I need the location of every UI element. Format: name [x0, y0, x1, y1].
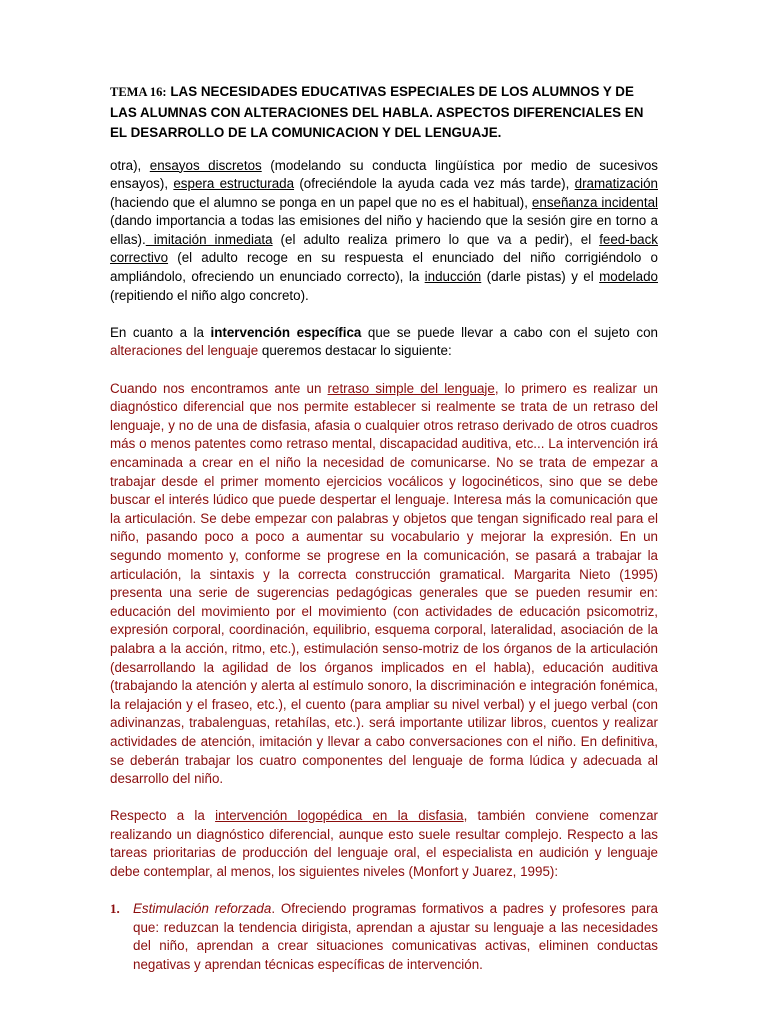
- term-retraso-simple: retraso simple del lenguaje: [327, 380, 495, 396]
- text-run: (repitiendo el niño algo concreto).: [110, 287, 309, 303]
- term-modelado: modelado: [599, 269, 658, 285]
- text-run: (dando importancia a todas las emisiones del niño y haciendo que la sesión gire en torno a ellas).: [110, 213, 658, 247]
- term-intervencion-disfasia: intervención logopédica en la disfasia: [215, 808, 464, 824]
- list-item: [110, 900, 658, 974]
- term-ensayos-discretos: ensayos discretos: [149, 157, 262, 173]
- text-run: que se puede llevar a cabo con el sujeto con: [361, 324, 658, 340]
- term-dramatizacion: dramatización: [574, 176, 658, 192]
- paragraph-retraso-simple: [110, 380, 658, 789]
- paragraph-disfasia: [110, 807, 658, 881]
- text-run: , lo primero es realizar un diagnóstico diferencial que nos permite establecer si realmente se trata de un retraso del lenguaje, y no de una de disfasia, afasia o cualquier otros retraso derivado de otros cuadros más o menos patentes como retraso mental, discapacidad auditiva, etc... La intervención irá encaminada a crear en el niño la necesidad de comunicarse. No se trata de empezar a trabajar desde el primer momento ejercicios vocálicos y logocinéticos, sino que se debe buscar el interés lúdico que puede despertar el lenguaje. Interesa más la comunicación que la articulación. Se debe empezar con palabras y objetos que tengan significado real para el niño, pasando poco a poco a aumentar su vocabulario y mejorar la expresión. En un segundo momento y, conforme se progrese en la comunicación, se pasará a trabajar la articulación, la sintaxis y la correcta construcción gramatical. Margarita Nieto (1995) presenta una serie de sugerencias pedagógicas generales que se pueden resumir en: educación del movimiento por el movimiento (con actividades de educación psicomotriz, expresión corporal, coordinación, equilibrio, esquema corporal, lateralidad, asociación de la palabra a la acción, ritmo, etc.), estimulación senso-motriz de los órganos de la articulación (desarrollando la agilidad de los órganos implicados en el habla), educación auditiva (trabajando la atención y alerta al estímulo sonoro, la discriminación e integración fonémica, la relajación y el fraseo, etc.), el cuento (para ampliar su nivel verbal) y el juego verbal (con adivinanzas, trabalenguas, retahílas, etc.). será importante utilizar libros, cuentos y realizar actividades de atención, imitación y llevar a cabo conversaciones con el niño. En definitiva, se deberán trabajar los cuatro componentes del lenguaje de forma lúdica y adecuada al desarrollo del niño.: [110, 380, 658, 787]
- title-text: LAS NECESIDADES EDUCATIVAS ESPECIALES DE LOS ALUMNOS Y DE LAS ALUMNAS CON ALTERACIONES DEL HABLA. ASPECTOS DIFERENCIALES EN EL DESARROLLO DE LA COMUNICACION Y DEL LENGUAJE.: [110, 84, 644, 140]
- text-run: Respecto a la: [110, 808, 216, 824]
- list-number: 1.: [110, 901, 120, 917]
- document-body: [110, 82, 658, 975]
- term-feed-back-correctivo: feed-back correctivo: [110, 231, 658, 266]
- term-ensenanza-incidental: enseñanza incidental: [531, 194, 658, 210]
- term-alteraciones-lenguaje: alteraciones del lenguaje: [110, 343, 259, 359]
- text-run: , también conviene comenzar realizando un diagnóstico diferencial, aunque esto suele resultar complejo. Respecto a las tareas prioritarias de producción del lenguaje oral, el especialista en audición y lenguaje debe contemplar, al menos, los siguientes niveles (Monfort y Juarez, 1995):: [110, 808, 658, 880]
- text-run: (darle pistas) y el: [481, 269, 600, 285]
- term-espera-estructurada: espera estructurada: [173, 176, 295, 192]
- title-tema: TEMA 16:: [110, 85, 167, 99]
- text-run: otra),: [110, 157, 150, 173]
- paragraph-techniques: [110, 157, 658, 306]
- text-run: Cuando nos encontramos ante un: [110, 380, 328, 396]
- term-estimulacion-reforzada: Estimulación reforzada: [133, 901, 272, 917]
- paragraph-intervencion: [110, 324, 658, 361]
- text-run: (ofreciéndole la ayuda cada vez más tarde),: [294, 176, 575, 192]
- term-intervencion-especifica: intervención específica: [210, 324, 362, 340]
- text-run: queremos destacar lo siguiente:: [258, 343, 452, 359]
- text-run: (haciendo que el alumno se ponga en un papel que no es el habitual),: [110, 194, 532, 210]
- term-imitacion-inmediata: imitación inmediata: [145, 231, 273, 247]
- text-run: . Ofreciendo programas formativos a padres y profesores para que: reduzcan la tendencia dirigista, aprendan a ajustar su lenguaje a las necesidades del niño, aprendan a crear situaciones comunicativas activas, eliminen conductas negativas y aprendan técnicas específicas de intervención.: [133, 901, 659, 973]
- page-title: [110, 82, 658, 144]
- text-run: En cuanto a la: [110, 324, 211, 340]
- text-run: (modelando su conducta lingüística por medio de sucesivos ensayos),: [110, 157, 659, 192]
- text-run: (el adulto recoge en su respuesta el enunciado del niño corrigiéndolo o ampliándolo, ofreciendo un enunciado correcto), la: [110, 250, 658, 285]
- term-induccion: inducción: [424, 269, 482, 285]
- text-run: (el adulto realiza primero lo que va a pedir), el: [272, 231, 600, 247]
